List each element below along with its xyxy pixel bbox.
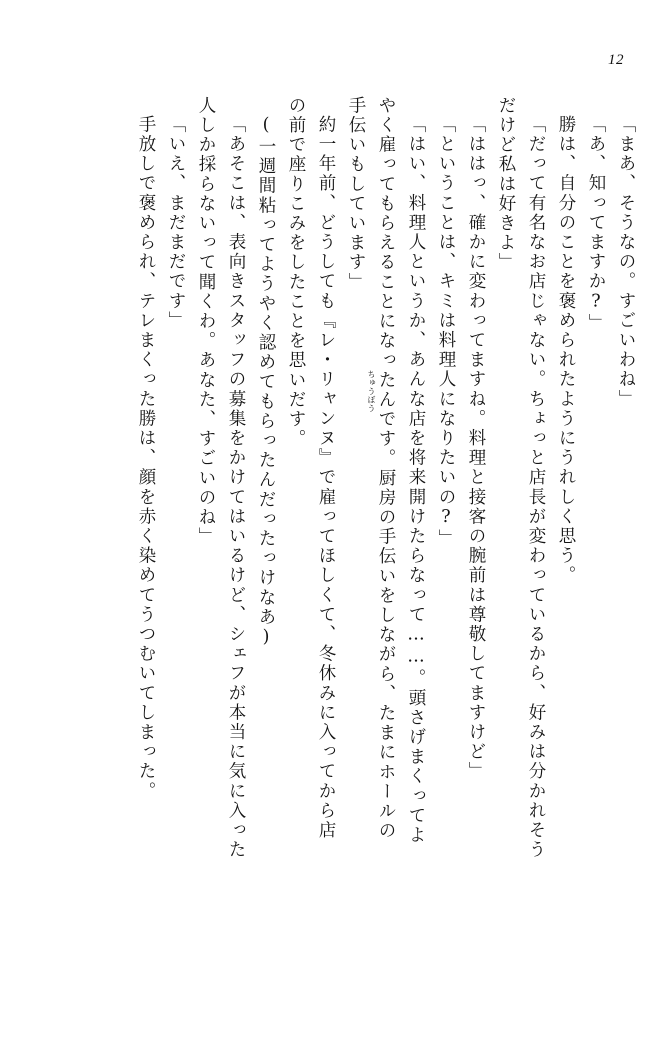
text-line: 勝は、自分のことを褒められたようにうれしく思う。 [556,115,576,586]
text-line: やく雇ってもらえることになっ ちゅうぼう たんです。厨房の手伝いをしながら、たまにホールの [367,96,396,841]
text-line: 「ははっ、確かに変わってますね。料理と接客の腕前は尊敬してますけど」 [466,115,486,782]
text-line: 「あそこは、表向きスタッフの募集をかけてはいるけど、シェフが本当に気に入った [226,115,246,860]
text-line: だけど私は好きよ」 [496,96,516,273]
text-line: (一週間粘ってようやく認めてもらったんだったっけなあ) [256,115,276,650]
text-line: の前で座りこみをしたことを思いだす。 [286,96,306,449]
page-number: 12 [608,52,624,68]
ruby-base: なっ ちゅうぼう [367,331,396,413]
text-line: 約一年前、どうしても『レ・リャンヌ』で雇ってほしくて、冬休みに入ってから店 [316,115,336,841]
vertical-text-body [34,96,634,946]
text-line: 「ということは、キミは料理人になりたいの?」 [436,115,456,549]
text-line: 「まあ、そうなの。すごいわね」 [616,115,636,409]
text-line: 人しか採らないって聞くわ。あなた、すごいのね」 [196,96,216,547]
text-line: 「だって有名なお店じゃない。ちょっと店長が変わっているから、好みは分かれそう [526,115,546,860]
text-line: 「はい、料理人というか、あんな店を将来開けたらなって……。頭さげまくってよ [406,115,426,846]
text-line: 手放しで褒められ、テレまくった勝は、顔を赤く染めてうつむいてしまった。 [136,115,156,801]
text-line: 「いえ、まだまだです」 [166,115,186,331]
text-line: 「あ、知ってますか?」 [586,115,606,334]
text-line: 手伝いもしています」 [346,96,366,292]
ruby-text: ちゅうぼう [367,370,376,413]
